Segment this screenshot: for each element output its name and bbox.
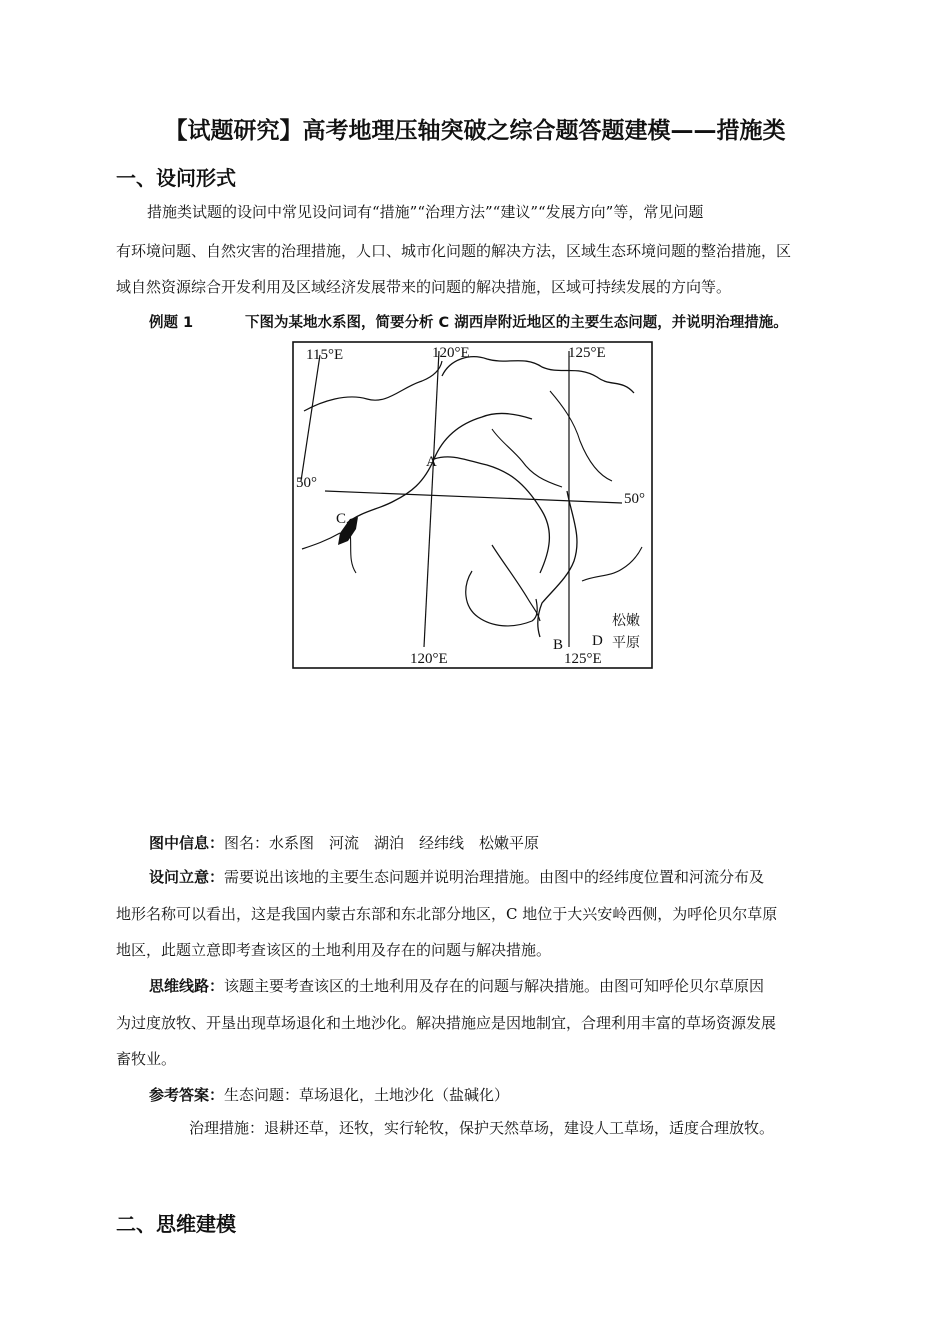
example-label: 例题 1	[149, 315, 194, 331]
thinking-line-3: 畜牧业。	[116, 1050, 177, 1068]
label-120e-bottom: 120°E	[410, 651, 448, 667]
label-point-d: D	[592, 633, 603, 649]
label-120e-top: 120°E	[432, 345, 470, 361]
example-question: 下图为某地水系图，简要分析 C 湖西岸附近地区的主要生态问题，并说明治理措施。	[245, 315, 788, 331]
info-text: 图名：水系图 河流 湖泊 经纬线 松嫩平原	[224, 834, 540, 852]
intro-line-1: 措施类试题的设问中常见设问词有“措施”“治理方法”“建议”“发展方向”等，常见问题	[147, 203, 704, 221]
label-50-left: 50°	[296, 475, 317, 491]
intent-line-3: 地区，此题立意即考查该区的土地利用及存在的问题与解决措施。	[116, 941, 552, 959]
label-songnen-2: 平原	[612, 635, 640, 651]
label-point-b: B	[553, 637, 564, 653]
thinking-line-1: 思维线路：该题主要考查该区的土地利用及存在的问题与解决措施。由图可知呼伦贝尔草原因	[149, 977, 765, 995]
info-label: 图中信息：	[149, 834, 225, 852]
intro-line-2: 有环境问题、自然灾害的治理措施，人口、城市化问题的解决方法，区域生态环境问题的整治措施，区	[116, 242, 792, 260]
label-115e-top: 115°E	[306, 347, 344, 363]
river-system-map	[292, 341, 654, 671]
intent-line-2: 地形名称可以看出，这是我国内蒙古东部和东北部分地区，C 地位于大兴安岭西侧，为呼伦贝尔草原	[116, 905, 778, 923]
section-heading-question-form: 一、设问形式	[116, 166, 236, 190]
thinking-label: 思维线路：	[149, 977, 225, 995]
label-50-right: 50°	[624, 491, 645, 507]
label-point-c: C	[336, 511, 347, 527]
label-songnen-1: 松嫩	[612, 613, 640, 629]
page-title: 【试题研究】高考地理压轴突破之综合题答题建模——措施类	[164, 118, 786, 144]
answer-line-1: 参考答案：生态问题：草场退化，土地沙化（盐碱化）	[149, 1086, 510, 1104]
answer-label: 参考答案：	[149, 1086, 225, 1104]
label-point-a: A	[426, 454, 437, 470]
info-line	[149, 832, 539, 853]
intro-line-3: 域自然资源综合开发利用及区域经济发展带来的问题的解决措施，区域可持续发展的方向等。	[116, 278, 732, 296]
answer-line-2: 治理措施：退耕还草，还牧，实行轮牧，保护天然草场，建设人工草场，适度合理放牧。	[189, 1119, 775, 1137]
thinking-line-2: 为过度放牧、开垦出现草场退化和土地沙化。解决措施应是因地制宜，合理利用丰富的草场资源发展	[116, 1014, 777, 1032]
label-125e-top: 125°E	[568, 345, 606, 361]
map-frame	[293, 342, 652, 668]
intent-line-1: 设问立意：需要说出该地的主要生态问题并说明治理措施。由图中的经纬度位置和河流分布及	[149, 868, 765, 886]
label-125e-bottom: 125°E	[564, 651, 602, 667]
section-heading-thinking-model: 二、思维建模	[116, 1212, 236, 1236]
intent-label: 设问立意：	[149, 868, 225, 886]
